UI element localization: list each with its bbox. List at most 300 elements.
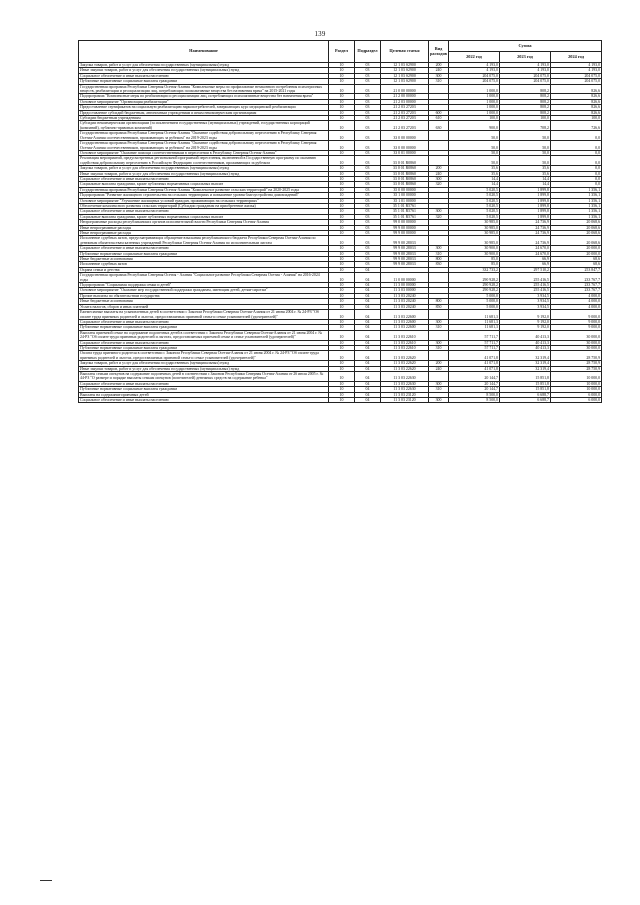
row-amount-2023-cell: 24 736,9 <box>500 225 551 230</box>
row-amount-2022-cell: 8 500,0 <box>449 398 500 403</box>
row-name-cell: Субсидии бюджетным учреждениям <box>79 116 329 121</box>
row-target-article-cell: 11 3 03 22630 <box>381 381 429 386</box>
row-amount-2024-cell: 20 000,0 <box>551 251 602 256</box>
row-section-cell: 10 <box>329 150 355 155</box>
row-amount-2022-cell: 50,0 <box>449 150 500 155</box>
row-amount-2022-cell: 1 000,0 <box>449 110 500 115</box>
row-name-cell: Охрана семьи и детства <box>79 267 329 272</box>
row-target-article-cell: 33 0 00 00000 <box>381 141 429 151</box>
row-name-cell: Закупка товаров, работ и услуг для обеспечения государственных (муниципальных) нужд <box>79 63 329 68</box>
row-amount-2022-cell: 30 985,0 <box>449 225 500 230</box>
row-section-cell: 10 <box>329 84 355 94</box>
row-expense-type-cell: 600 <box>429 110 449 115</box>
row-subsection-cell: 03 <box>355 84 381 94</box>
row-amount-2023-cell: 32 319,4 <box>500 366 551 371</box>
row-section-cell: 10 <box>329 340 355 345</box>
row-amount-2023-cell: 6 688,7 <box>500 398 551 403</box>
row-amount-2023-cell: 14,4 <box>500 176 551 181</box>
row-amount-2022-cell: 5 000,0 <box>449 304 500 309</box>
row-target-article-cell: 12 1 03 S2900 <box>381 79 429 84</box>
row-amount-2022-cell: 332 733,2 <box>449 267 500 272</box>
row-amount-2022-cell: 1 000,0 <box>449 105 500 110</box>
row-expense-type-cell: 300 <box>429 381 449 386</box>
row-subsection-cell: 03 <box>355 209 381 214</box>
row-amount-2022-cell: 5 020,5 <box>449 193 500 198</box>
row-name-cell: Социальное обеспечение и иные выплаты населению <box>79 176 329 181</box>
row-section-cell: 10 <box>329 79 355 84</box>
row-subsection-cell: 04 <box>355 371 381 381</box>
row-section-cell: 10 <box>329 299 355 304</box>
row-amount-2024-cell: 20 068,6 <box>551 231 602 236</box>
row-amount-2023-cell: 50,0 <box>500 131 551 141</box>
row-target-article-cell: 11 3 03 22620 <box>381 366 429 371</box>
row-amount-2022-cell: 30 900,0 <box>449 246 500 251</box>
header-section: Раздел <box>329 41 355 63</box>
row-amount-2024-cell: 20 068,6 <box>551 220 602 225</box>
row-expense-type-cell: 310 <box>429 251 449 256</box>
row-amount-2024-cell: 826,6 <box>551 105 602 110</box>
row-amount-2024-cell: 100,0 <box>551 116 602 121</box>
row-target-article-cell: 99 9 00 28033 <box>381 251 429 256</box>
row-section-cell: 10 <box>329 68 355 73</box>
row-amount-2022-cell: 4 193,0 <box>449 63 500 68</box>
row-amount-2022-cell: 41 071,8 <box>449 351 500 361</box>
row-target-article-cell: 11 3 03 20240 <box>381 304 429 309</box>
row-expense-type-cell <box>429 310 449 320</box>
row-amount-2022-cell: 5 000,0 <box>449 293 500 298</box>
row-target-article-cell: 11 3 03 22610 <box>381 345 429 350</box>
row-amount-2022-cell: 8 500,0 <box>449 392 500 397</box>
row-amount-2023-cell: 3 934,5 <box>500 304 551 309</box>
row-name-cell: Социальное обеспечение и иные выплаты населению <box>79 246 329 251</box>
row-subsection-cell: 04 <box>355 325 381 330</box>
row-subsection-cell: 03 <box>355 121 381 131</box>
row-target-article-cell: 12 1 03 S2900 <box>381 73 429 78</box>
row-subsection-cell: 04 <box>355 387 381 392</box>
row-section-cell: 10 <box>329 171 355 176</box>
row-subsection-cell: 03 <box>355 79 381 84</box>
row-expense-type-cell: 240 <box>429 366 449 371</box>
row-expense-type-cell: 300 <box>429 319 449 324</box>
row-expense-type-cell: 800 <box>429 299 449 304</box>
row-expense-type-cell <box>429 330 449 340</box>
row-section-cell: 10 <box>329 220 355 225</box>
row-amount-2024-cell: 4 193,0 <box>551 68 602 73</box>
row-subsection-cell: 04 <box>355 398 381 403</box>
row-amount-2023-cell: 1 899,8 <box>500 193 551 198</box>
row-expense-type-cell: 610 <box>429 116 449 121</box>
row-amount-2024-cell: 1 356,1 <box>551 209 602 214</box>
row-amount-2022-cell: 35,6 <box>449 166 500 171</box>
row-name-cell: Социальное обеспечение и иные выплаты населению <box>79 398 329 403</box>
row-amount-2023-cell: 1 899,8 <box>500 209 551 214</box>
row-section-cell: 10 <box>329 182 355 187</box>
row-name-cell: Публичные нормативные социальные выплаты гражданам <box>79 325 329 330</box>
row-name-cell: Предоставление сертификатов на социальную реабилитацию наркопотребителей, завершающих курс медицинской реабилитации <box>79 105 329 110</box>
row-section-cell: 10 <box>329 99 355 104</box>
row-amount-2023-cell: 24 736,9 <box>500 236 551 246</box>
row-amount-2023-cell: 4 193,0 <box>500 63 551 68</box>
row-subsection-cell: 03 <box>355 262 381 267</box>
row-amount-2022-cell: 11 681,3 <box>449 319 500 324</box>
row-amount-2023-cell: 35,6 <box>500 171 551 176</box>
row-name-cell: Основное мероприятие "Оказание помощи соотечественникам в переселении в Республику Северная Осетия-Алания" <box>79 150 329 155</box>
row-amount-2024-cell: 4 000,0 <box>551 304 602 309</box>
row-target-article-cell: 35 1 01 R5761 <box>381 214 429 219</box>
row-expense-type-cell: 200 <box>429 63 449 68</box>
row-amount-2024-cell: 9 000,0 <box>551 325 602 330</box>
row-amount-2023-cell: 808,2 <box>500 105 551 110</box>
row-amount-2024-cell: 10 000,0 <box>551 381 602 386</box>
row-amount-2022-cell: 57 711,7 <box>449 330 500 340</box>
row-amount-2022-cell: 41 071,8 <box>449 366 500 371</box>
row-section-cell: 10 <box>329 225 355 230</box>
row-amount-2024-cell: 28 750,9 <box>551 366 602 371</box>
row-name-cell: Публичные нормативные социальные выплаты гражданам <box>79 79 329 84</box>
row-subsection-cell: 03 <box>355 99 381 104</box>
row-amount-2023-cell: 14,4 <box>500 182 551 187</box>
row-amount-2022-cell: 20 144,7 <box>449 371 500 381</box>
row-target-article-cell: 11 3 00 00000 <box>381 283 429 288</box>
row-name-cell: Исполнение судебных актов <box>79 262 329 267</box>
footnote-rule <box>40 880 52 881</box>
row-amount-2024-cell: 68,6 <box>551 257 602 262</box>
row-target-article-cell: 35 1 01 R5761 <box>381 209 429 214</box>
row-amount-2023-cell: 24 670,0 <box>500 251 551 256</box>
row-section-cell: 10 <box>329 366 355 371</box>
row-section-cell: 10 <box>329 304 355 309</box>
row-amount-2022-cell: 1 000,0 <box>449 99 500 104</box>
row-name-cell: Публичные нормативные социальные выплаты гражданам <box>79 251 329 256</box>
row-target-article-cell: 35 1 01 R5761 <box>381 203 429 208</box>
row-amount-2024-cell: 4 193,0 <box>551 63 602 68</box>
row-amount-2022-cell: 30 985,0 <box>449 220 500 225</box>
row-section-cell: 10 <box>329 246 355 251</box>
row-amount-2024-cell: 233 767,7 <box>551 288 602 293</box>
row-amount-2024-cell: 826,6 <box>551 94 602 99</box>
row-target-article-cell: 11 3 03 22610 <box>381 330 429 340</box>
row-amount-2022-cell: 900,0 <box>449 121 500 131</box>
row-amount-2023-cell: 1 899,8 <box>500 198 551 203</box>
row-subsection-cell: 03 <box>355 251 381 256</box>
row-amount-2024-cell: 0,0 <box>551 171 602 176</box>
row-name-cell: Иные закупки товаров, работ и услуг для обеспечения государственных (муниципальных) нужд <box>79 171 329 176</box>
row-name-cell: Подпрограмма "Комплексные меры по реабилитации и ресоциализации лиц, потребляющих психоактивные вещества без назначения врача" <box>79 94 329 99</box>
row-subsection-cell: 04 <box>355 267 381 272</box>
row-amount-2024-cell: 30 000,0 <box>551 340 602 345</box>
row-subsection-cell: 03 <box>355 110 381 115</box>
row-name-cell: Иные закупки товаров, работ и услуг для обеспечения государственных (муниципальных) нужд <box>79 68 329 73</box>
row-expense-type-cell: 300 <box>429 73 449 78</box>
row-name-cell: Государственная программа Республики Северная Осетия-Алания "Оказание содействия добровольному переселению в Республику Северная Осетия-Алания соотечественников, проживающих за рубежом" на 2019-2023 годы <box>79 131 329 141</box>
row-amount-2022-cell: 5 020,5 <box>449 209 500 214</box>
row-section-cell: 10 <box>329 257 355 262</box>
row-subsection-cell: 04 <box>355 319 381 324</box>
row-subsection-cell: 04 <box>355 361 381 366</box>
row-amount-2024-cell: 1 356,1 <box>551 203 602 208</box>
row-subsection-cell: 04 <box>355 299 381 304</box>
table-row <box>79 310 602 320</box>
row-target-article-cell: 99 9 00 00000 <box>381 231 429 236</box>
row-amount-2022-cell: 30 900,0 <box>449 251 500 256</box>
row-amount-2022-cell: 5 020,5 <box>449 203 500 208</box>
row-target-article-cell: 33 0 01 R0860 <box>381 156 429 166</box>
row-name-cell: Публичные нормативные социальные выплаты гражданам <box>79 345 329 350</box>
row-subsection-cell: 03 <box>355 214 381 219</box>
header-sum: Сумма <box>449 41 602 52</box>
row-section-cell: 10 <box>329 209 355 214</box>
table-row <box>79 236 602 246</box>
row-target-article-cell: 99 9 00 28033 <box>381 246 429 251</box>
row-subsection-cell: 03 <box>355 131 381 141</box>
row-section-cell: 10 <box>329 392 355 397</box>
row-expense-type-cell: 310 <box>429 325 449 330</box>
row-expense-type-cell: 240 <box>429 171 449 176</box>
row-subsection-cell: 03 <box>355 63 381 68</box>
row-section-cell: 10 <box>329 231 355 236</box>
row-target-article-cell: 21 2 03 27203 <box>381 116 429 121</box>
row-target-article-cell: 11 3 03 22630 <box>381 371 429 381</box>
row-expense-type-cell: 830 <box>429 262 449 267</box>
row-name-cell: Социальные выплаты гражданам, кроме публичных нормативных социальных выплат <box>79 214 329 219</box>
row-amount-2023-cell: 32 319,4 <box>500 361 551 366</box>
row-amount-2024-cell: 0,0 <box>551 156 602 166</box>
row-target-article-cell: 11 3 03 22610 <box>381 340 429 345</box>
row-subsection-cell: 03 <box>355 225 381 230</box>
row-section-cell: 10 <box>329 236 355 246</box>
row-target-article-cell: 99 0 00 00000 <box>381 220 429 225</box>
row-section-cell: 10 <box>329 131 355 141</box>
row-amount-2023-cell: 15 851,8 <box>500 387 551 392</box>
row-subsection-cell: 04 <box>355 351 381 361</box>
row-target-article-cell: 11 3 03 22620 <box>381 361 429 366</box>
row-subsection-cell: 03 <box>355 166 381 171</box>
header-target-article: Целевая статья <box>381 41 429 63</box>
row-amount-2023-cell: 808,2 <box>500 94 551 99</box>
row-subsection-cell: 03 <box>355 193 381 198</box>
row-section-cell: 10 <box>329 203 355 208</box>
row-target-article-cell: 11 3 03 22600 <box>381 325 429 330</box>
row-amount-2022-cell: 50,0 <box>449 141 500 151</box>
row-amount-2024-cell: 4 000,0 <box>551 299 602 304</box>
row-name-cell: Публичные нормативные социальные выплаты гражданам <box>79 387 329 392</box>
row-section-cell: 10 <box>329 156 355 166</box>
row-amount-2023-cell: 32 319,4 <box>500 351 551 361</box>
row-target-article-cell: 33 0 00 00000 <box>381 131 429 141</box>
row-section-cell: 10 <box>329 325 355 330</box>
row-name-cell: Выплаты семьям опекунов на содержание подопечных детей в соответствии с Законом Республики Северная Осетия-Алания от 26 июля 2005 г. № 44-РЗ "О размере и порядке выплаты семьям опекунов (попечителей) денежных средств на содержание ребенка" <box>79 371 329 381</box>
row-amount-2024-cell: 0,0 <box>551 166 602 171</box>
row-name-cell: Государственная программа Республики Северная Осетия-Алания "Оказание содействия добровольному переселению в Республику Северная Осетия-Алания соотечественников, проживающих за рубежом" на 2019-2023 годы <box>79 141 329 151</box>
row-name-cell: Иные непрограммные расходы <box>79 231 329 236</box>
row-target-article-cell: 11 3 03 22600 <box>381 310 429 320</box>
row-name-cell: Выплаты приемной семье на содержание подопечных детей в соответствии с Законом Республики Северная Осетия-Алания от 21 июня 2004 г. № 24-РЗ "Об оплате труда приемных родителей и льготах, предоставляемых приемной семье и семье усыновителей (удочерителей)" <box>79 330 329 340</box>
row-amount-2024-cell: 10 000,0 <box>551 387 602 392</box>
row-amount-2024-cell: 6 000,0 <box>551 392 602 397</box>
row-subsection-cell: 04 <box>355 340 381 345</box>
row-expense-type-cell: 310 <box>429 345 449 350</box>
row-subsection-cell: 03 <box>355 246 381 251</box>
row-subsection-cell: 03 <box>355 68 381 73</box>
row-section-cell: 10 <box>329 187 355 192</box>
header-name: Наименование <box>79 41 329 63</box>
row-amount-2023-cell: 15 851,8 <box>500 381 551 386</box>
row-amount-2023-cell: 1 899,8 <box>500 214 551 219</box>
row-amount-2024-cell: 0,0 <box>551 150 602 155</box>
row-section-cell: 10 <box>329 371 355 381</box>
row-amount-2024-cell: 1 356,1 <box>551 198 602 203</box>
row-amount-2023-cell: 255 416,5 <box>500 283 551 288</box>
row-subsection-cell: 03 <box>355 257 381 262</box>
row-amount-2024-cell: 9 000,0 <box>551 310 602 320</box>
row-amount-2024-cell: 10 000,0 <box>551 371 602 381</box>
row-subsection-cell: 03 <box>355 236 381 246</box>
row-amount-2023-cell: 66,9 <box>500 262 551 267</box>
row-name-cell: Закупка товаров, работ и услуг для обеспечения государственных (муниципальных) нужд <box>79 166 329 171</box>
row-section-cell: 10 <box>329 214 355 219</box>
table-row <box>79 371 602 381</box>
row-amount-2024-cell: 826,6 <box>551 99 602 104</box>
row-target-article-cell: 99 9 00 28033 <box>381 257 429 262</box>
row-name-cell: Иные закупки товаров, работ и услуг для обеспечения государственных (муниципальных) нужд <box>79 366 329 371</box>
page-number: 139 <box>314 30 326 38</box>
row-expense-type-cell <box>429 156 449 166</box>
row-subsection-cell: 03 <box>355 198 381 203</box>
row-target-article-cell: 11 3 03 22600 <box>381 319 429 324</box>
row-section-cell: 10 <box>329 176 355 181</box>
budget-table-body <box>79 63 602 403</box>
row-amount-2022-cell: 290 928,2 <box>449 273 500 283</box>
row-amount-2022-cell: 11 681,3 <box>449 325 500 330</box>
row-amount-2022-cell: 50,0 <box>449 131 500 141</box>
row-subsection-cell: 04 <box>355 304 381 309</box>
row-subsection-cell: 04 <box>355 273 381 283</box>
row-name-cell: Предоставление субсидий бюджетным, автономным учреждениям и иным некоммерческим организациям <box>79 110 329 115</box>
row-target-article-cell: 11 3 03 20240 <box>381 293 429 298</box>
row-name-cell: Прочие выплаты по обязательствам государства <box>79 293 329 298</box>
row-amount-2024-cell: 9 000,0 <box>551 319 602 324</box>
row-subsection-cell: 03 <box>355 231 381 236</box>
row-amount-2023-cell: 297 510,2 <box>500 267 551 272</box>
row-amount-2024-cell: 204 075,0 <box>551 73 602 78</box>
row-name-cell: Социальное обеспечение и иные выплаты населению <box>79 319 329 324</box>
header-year-2024: 2024 год <box>551 52 602 63</box>
row-amount-2022-cell: 30 985,0 <box>449 236 500 246</box>
row-expense-type-cell <box>429 371 449 381</box>
row-section-cell: 10 <box>329 251 355 256</box>
row-amount-2023-cell: 4 193,0 <box>500 68 551 73</box>
row-amount-2024-cell: 30 000,0 <box>551 330 602 340</box>
row-section-cell: 10 <box>329 398 355 403</box>
row-section-cell: 10 <box>329 63 355 68</box>
row-subsection-cell: 03 <box>355 105 381 110</box>
row-expense-type-cell: 300 <box>429 246 449 251</box>
row-expense-type-cell: 300 <box>429 209 449 214</box>
row-subsection-cell: 03 <box>355 116 381 121</box>
row-expense-type-cell <box>429 351 449 361</box>
row-name-cell: Государственная программа Республики Северная Осетия - Алания "Социальное развитие Республики Северная Осетия - Алания" на 2016-2024 годы <box>79 273 329 283</box>
row-subsection-cell: 03 <box>355 141 381 151</box>
row-expense-type-cell: 200 <box>429 361 449 366</box>
row-amount-2022-cell: 5 020,5 <box>449 187 500 192</box>
row-section-cell: 10 <box>329 267 355 272</box>
row-subsection-cell: 03 <box>355 187 381 192</box>
row-name-cell: Основное мероприятие "Организация реабилитации" <box>79 99 329 104</box>
row-name-cell: Государственная программа Республики Северная Осетия-Алания "Комплексные меры по профилактике незаконного потребления психотропных веществ, реабилитации и ресоциализации лиц, потребляющих психоактивные вещества без назначения врача" на 2015-2021 годы <box>79 84 329 94</box>
row-section-cell: 10 <box>329 381 355 386</box>
row-name-cell: Исполнение судебных актов, предусматривающих обращение взыскания республиканского бюджета Республики Северная Осетия-Алания по денежным обязательствам казенных учреждений Республики Северная Осетия-Алания по исполнительным листам <box>79 236 329 246</box>
row-amount-2024-cell: 28 750,9 <box>551 351 602 361</box>
row-section-cell: 10 <box>329 387 355 392</box>
row-subsection-cell: 03 <box>355 176 381 181</box>
table-row <box>79 84 602 94</box>
row-subsection-cell: 04 <box>355 293 381 298</box>
row-amount-2023-cell: 50,0 <box>500 156 551 166</box>
row-amount-2024-cell: 20 000,0 <box>551 246 602 251</box>
row-target-article-cell: 11 3 03 20240 <box>381 299 429 304</box>
row-section-cell: 10 <box>329 283 355 288</box>
row-amount-2023-cell: 9 192,0 <box>500 325 551 330</box>
row-expense-type-cell <box>429 131 449 141</box>
row-subsection-cell: 03 <box>355 182 381 187</box>
row-amount-2024-cell: 28 750,9 <box>551 361 602 366</box>
row-amount-2023-cell: 808,2 <box>500 84 551 94</box>
row-amount-2023-cell: 808,2 <box>500 99 551 104</box>
row-amount-2024-cell: 233 767,7 <box>551 283 602 288</box>
row-name-cell: Социальное обеспечение и иные выплаты населению <box>79 340 329 345</box>
row-target-article-cell: 11 3 03 00000 <box>381 288 429 293</box>
row-amount-2023-cell: 24 736,9 <box>500 231 551 236</box>
row-subsection-cell: 03 <box>355 203 381 208</box>
row-expense-type-cell: 300 <box>429 398 449 403</box>
row-amount-2022-cell: 50,0 <box>449 156 500 166</box>
row-target-article-cell: 99 9 00 28033 <box>381 262 429 267</box>
row-name-cell: Подпрограмма "Развитие жилищного строительства на сельских территориях и повышение уровня благоустройства домовладений" <box>79 193 329 198</box>
row-amount-2023-cell: 808,2 <box>500 110 551 115</box>
row-amount-2022-cell: 5 020,5 <box>449 198 500 203</box>
row-amount-2022-cell: 4 193,0 <box>449 68 500 73</box>
row-target-article-cell: 12 1 03 S2900 <box>381 63 429 68</box>
row-amount-2023-cell: 15 851,8 <box>500 371 551 381</box>
row-amount-2024-cell: 0,0 <box>551 182 602 187</box>
row-amount-2024-cell: 1 356,1 <box>551 193 602 198</box>
row-amount-2023-cell: 204 075,0 <box>500 79 551 84</box>
row-subsection-cell: 04 <box>355 381 381 386</box>
row-section-cell: 10 <box>329 293 355 298</box>
row-amount-2022-cell: 14,4 <box>449 176 500 181</box>
row-section-cell: 10 <box>329 345 355 350</box>
row-amount-2024-cell: 6 000,0 <box>551 398 602 403</box>
row-name-cell: Социальное обеспечение и иные выплаты населению <box>79 73 329 78</box>
row-amount-2022-cell: 14,4 <box>449 182 500 187</box>
row-section-cell: 10 <box>329 105 355 110</box>
row-amount-2024-cell: 0,0 <box>551 131 602 141</box>
row-section-cell: 10 <box>329 351 355 361</box>
row-subsection-cell: 04 <box>355 345 381 350</box>
row-amount-2023-cell: 35,6 <box>500 166 551 171</box>
row-subsection-cell: 04 <box>355 283 381 288</box>
row-target-article-cell: 11 3 03 23120 <box>381 398 429 403</box>
row-amount-2022-cell: 5 020,5 <box>449 214 500 219</box>
row-target-article-cell: 21 2 03 00000 <box>381 99 429 104</box>
row-amount-2023-cell: 3 934,5 <box>500 293 551 298</box>
row-amount-2022-cell: 290 928,2 <box>449 288 500 293</box>
row-target-article-cell: 21 2 00 00000 <box>381 94 429 99</box>
row-target-article-cell: 35 1 00 00000 <box>381 193 429 198</box>
row-subsection-cell: 04 <box>355 392 381 397</box>
row-amount-2022-cell: 100,0 <box>449 116 500 121</box>
row-expense-type-cell: 200 <box>429 166 449 171</box>
